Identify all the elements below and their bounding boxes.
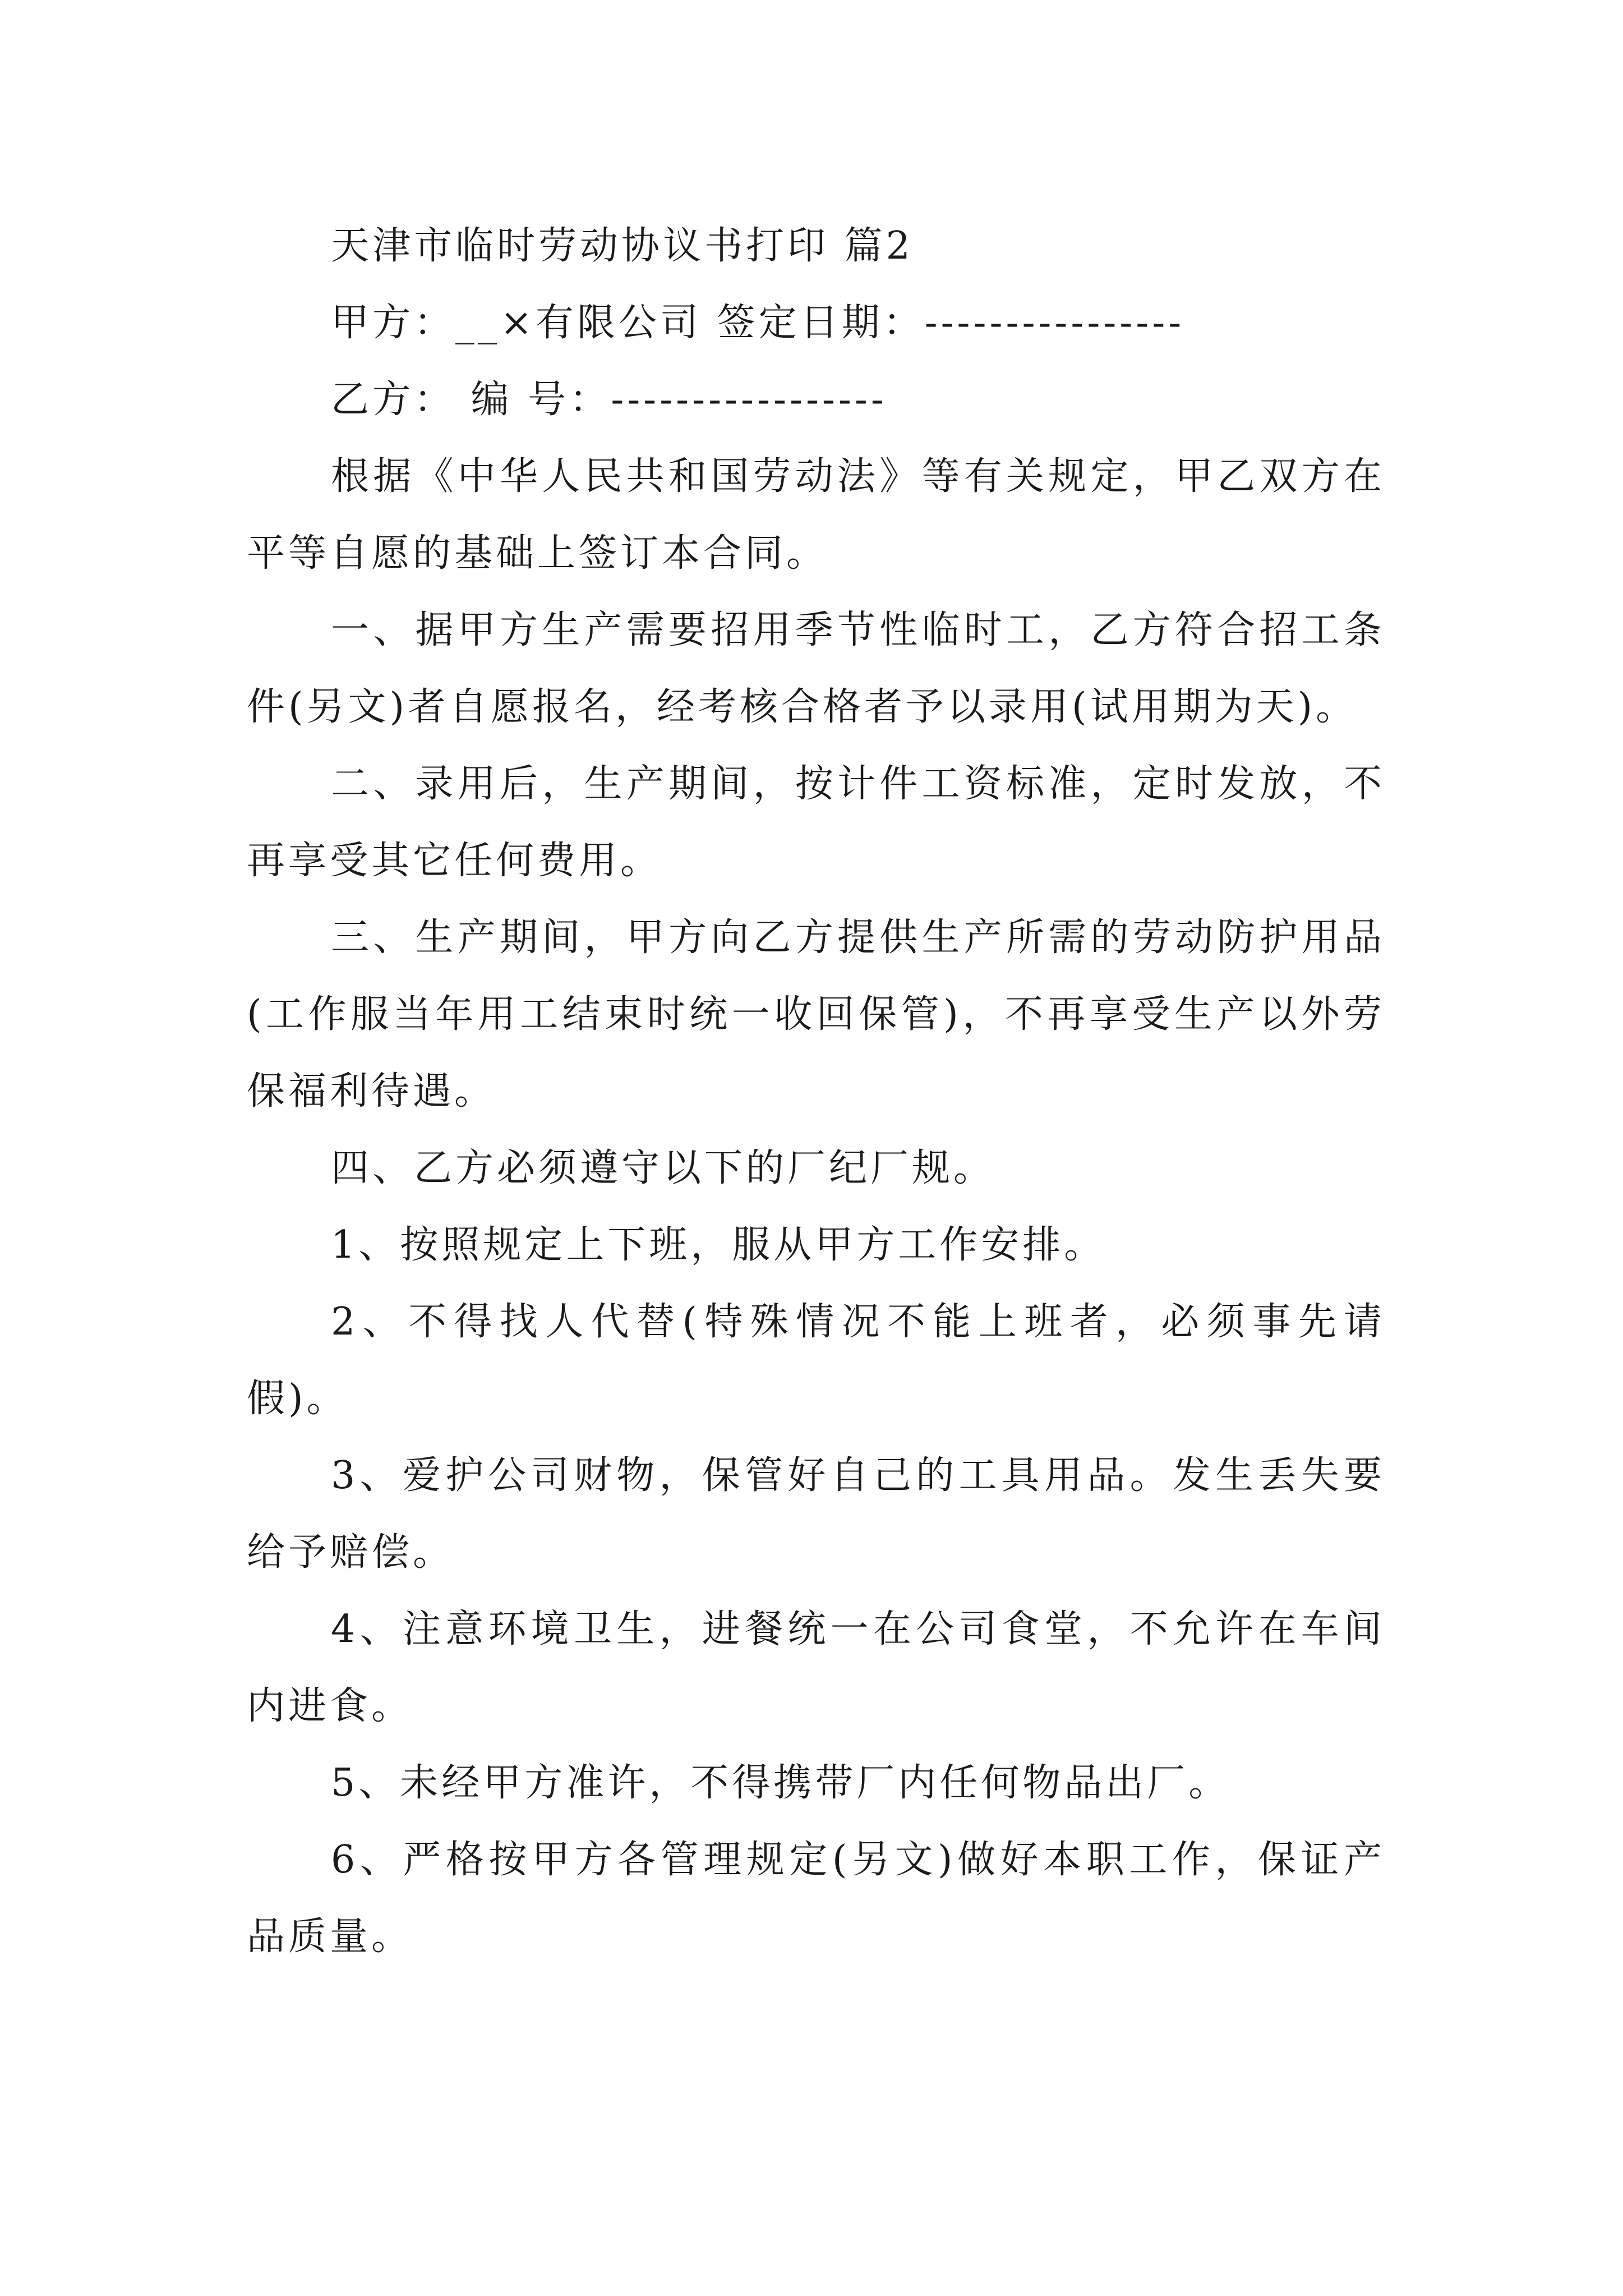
paragraph-rule-6: 6、严格按甲方各管理规定(另文)做好本职工作，保证产品质量。 — [247, 1838, 1385, 1959]
document-body — [247, 208, 1385, 1975]
paragraph-rule-2: 2、不得找人代替(特殊情况不能上班者，必须事先请假)。 — [247, 1300, 1385, 1421]
paragraph-clause-2: 二、录用后，生产期间，按计件工资标准，定时发放，不再享受其它任何费用。 — [247, 762, 1385, 883]
paragraph-clause-3: 三、生产期间，甲方向乙方提供生产所需的劳动防护用品(工作服当年用工结束时统一收回保管)，不再享受生产以外劳保福利待遇。 — [247, 915, 1385, 1114]
paragraph-rule-1: 1、按照规定上下班，服从甲方工作安排。 — [331, 1223, 1106, 1267]
party-a-line: 甲方：__×有限公司 签定日期：---------------- — [331, 301, 1185, 345]
paragraph-rule-5: 5、未经甲方准许，不得携带厂内任何物品出厂。 — [331, 1761, 1230, 1805]
paragraph-preamble: 根据《中华人民共和国劳动法》等有关规定，甲乙双方在平等自愿的基础上签订本合同。 — [247, 454, 1385, 576]
paragraph-rule-4: 4、注意环境卫生，进餐统一在公司食堂，不允许在车间内进食。 — [247, 1607, 1385, 1728]
paragraph-rule-3: 3、爱护公司财物，保管好自己的工具用品。发生丢失要给予赔偿。 — [247, 1453, 1385, 1575]
paragraph-clause-1: 一、据甲方生产需要招用季节性临时工，乙方符合招工条件(另文)者自愿报名，经考核合格者予以录用(试用期为天)。 — [247, 608, 1385, 729]
paragraph-clause-4: 四、乙方必须遵守以下的厂纪厂规。 — [331, 1146, 995, 1190]
document-title: 天津市临时劳动协议书打印 篇2 — [331, 224, 914, 268]
party-b-line: 乙方： 编 号：----------------- — [331, 378, 887, 422]
